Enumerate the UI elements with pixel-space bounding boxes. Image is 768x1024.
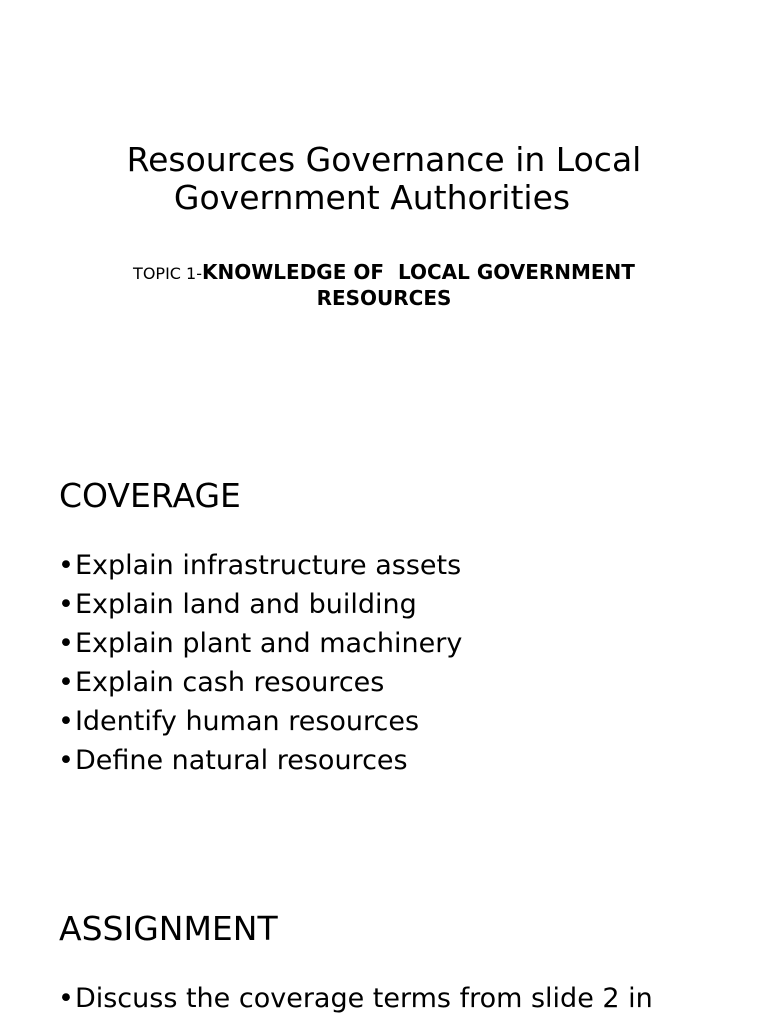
list-item-text: Define natural resources [74, 745, 408, 776]
list-item-text: Identify human resources [74, 706, 420, 737]
assignment-heading: ASSIGNMENT [59, 909, 278, 948]
list-item-text: Explain plant and machinery [74, 628, 463, 659]
bullet-icon: • [58, 667, 74, 698]
slide-assignment [0, 860, 768, 1024]
bullet-icon: • [58, 550, 74, 581]
list-item [58, 979, 653, 1018]
slide-coverage [0, 430, 768, 860]
presentation-title [0, 141, 768, 217]
title-line-2: Government Authorities [173, 178, 571, 217]
title-line-1: Resources Governance in Local [126, 140, 642, 179]
list-item [58, 585, 462, 624]
coverage-list [58, 546, 462, 780]
list-item-text: Explain cash resources [74, 667, 385, 698]
slide-title [0, 0, 768, 430]
list-item-text: Explain infrastructure assets [74, 550, 462, 581]
topic-subtitle [0, 260, 768, 310]
list-item [58, 741, 462, 780]
list-item [58, 663, 462, 702]
subtitle-line-2: RESOURCES [316, 286, 452, 310]
list-item-text: Discuss the coverage terms from slide 2 in [74, 983, 653, 1014]
list-item-text: Explain land and building [74, 589, 417, 620]
list-item [58, 702, 462, 741]
topic-main: KNOWLEDGE OF LOCAL GOVERNMENT [202, 260, 635, 284]
subtitle-line-1 [0, 260, 768, 286]
bullet-icon: • [58, 589, 74, 620]
bullet-icon: • [58, 706, 74, 737]
list-item [58, 546, 462, 585]
list-item [58, 624, 462, 663]
bullet-icon: • [58, 983, 74, 1014]
assignment-list [58, 979, 653, 1018]
bullet-icon: • [58, 745, 74, 776]
bullet-icon: • [58, 628, 74, 659]
topic-prefix: TOPIC 1- [133, 264, 202, 283]
coverage-heading: COVERAGE [59, 476, 241, 515]
